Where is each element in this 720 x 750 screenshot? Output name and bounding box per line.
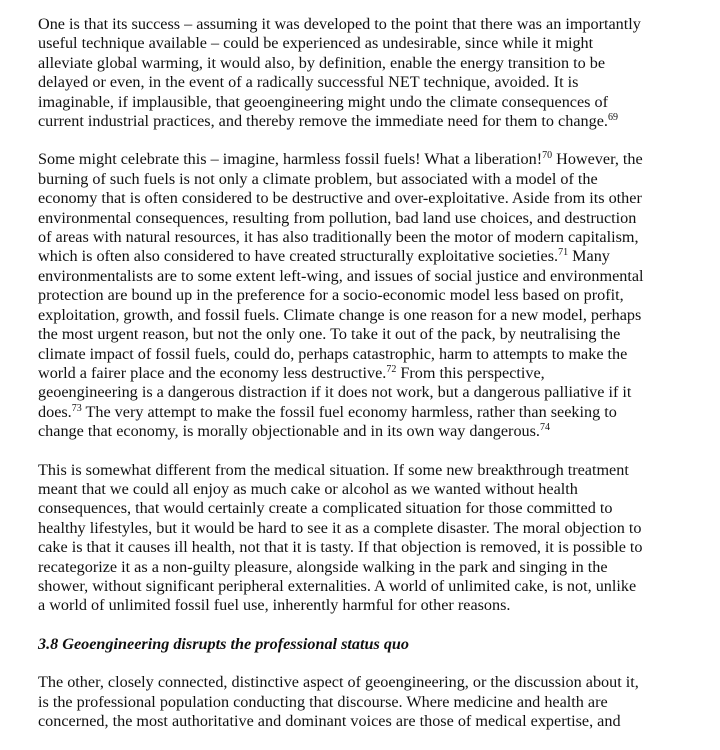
text-run: current industrial practices, and thereby remove the immediate need for them to change.: [38, 112, 608, 131]
text-line: [38, 189, 700, 208]
text-line: [38, 712, 700, 731]
text-run: alleviate global warming, it would also, by definition, enable the energy transition to be: [38, 53, 606, 72]
text-line: [38, 34, 700, 53]
text-line: [38, 93, 700, 112]
text-line: [38, 422, 700, 441]
text-line: [38, 383, 700, 402]
text-line: [38, 673, 700, 692]
text-run: However, the: [552, 150, 643, 169]
text-run: burning of such fuels is not only a climate problem, but associated with a model of the: [38, 169, 598, 188]
text-run: the most urgent reason, but not the only one. To take it out of the pack, by neutralising the: [38, 325, 621, 344]
text-run: geoengineering is a dangerous distraction if it does not work, but a dangerous palliative if it: [38, 383, 632, 402]
text-line: [38, 577, 700, 596]
text-run: meant that we could all enjoy as much cake or alcohol as we wanted without health: [38, 479, 578, 498]
footnote-marker[interactable]: 72: [386, 363, 397, 375]
text-line: [38, 286, 700, 305]
text-line: [38, 209, 700, 228]
text-line: [38, 325, 700, 344]
text-line: [38, 596, 700, 615]
paragraph-medical-comparison: [38, 461, 700, 616]
footnote-marker[interactable]: 71: [558, 247, 569, 259]
footnote-marker[interactable]: 69: [607, 112, 618, 124]
text-line: [38, 150, 700, 169]
text-run: recategorize it as a non-guilty pleasure, alongside walking in the park and singing in the: [38, 557, 608, 576]
text-line: [38, 364, 700, 383]
document-page: [38, 15, 700, 750]
text-run: change that economy, is morally objectionable and in its own way dangerous.: [38, 422, 540, 441]
text-line: [38, 112, 700, 131]
text-run: This is somewhat different from the medical situation. If some new breakthrough treatment: [38, 460, 629, 479]
paragraph-harmless-fossil-fuels: [38, 150, 700, 441]
text-run: The other, closely connected, distinctive aspect of geoengineering, or the discussion about it,: [38, 673, 639, 692]
text-line: [38, 267, 700, 286]
text-line: [38, 345, 700, 364]
text-run: Many: [568, 247, 610, 266]
text-line: [38, 499, 700, 518]
footnote-marker[interactable]: 73: [71, 402, 82, 414]
text-run: which is often also considered to have created structurally exploitative societies.: [38, 247, 559, 266]
text-run: of areas with natural resources, it has also traditionally been the motor of modern capitalism,: [38, 228, 639, 247]
text-line: [38, 15, 700, 34]
text-line: [38, 461, 700, 480]
text-run: protection are bound up in the preference for a socio-economic model less based on profit,: [38, 286, 624, 305]
text-line: [38, 480, 700, 499]
text-run: shower, without significant peripheral externalities. A world of unlimited cake, is not, unlike: [38, 576, 637, 595]
text-run: concerned, the most authoritative and dominant voices are those of medical expertise, and: [38, 712, 621, 730]
text-line: [38, 170, 700, 189]
text-run: healthy lifestyles, but it would be hard to see it as a complete disaster. The moral objection to: [38, 518, 642, 537]
text-line: [38, 538, 700, 557]
text-run: One is that its success – assuming it was developed to the point that there was an importantly: [38, 15, 641, 33]
paragraph-success-undesirable: [38, 15, 700, 131]
text-run: is the professional population conducting that discourse. Where medicine and health are: [38, 692, 608, 711]
section-heading: 3.8 Geoengineering disrupts the professional status quo: [38, 634, 410, 653]
text-run: consequences, that would certainly create a complicated situation for those committed to: [38, 499, 613, 518]
text-line: [38, 693, 700, 712]
text-run: cake is that it causes ill health, not that it is tasty. If that objection is removed, it is possible to: [38, 538, 643, 557]
text-run: economy that is often considered to be destructive and over-exploitative. Aside from its other: [38, 189, 642, 208]
text-run: From this perspective,: [396, 363, 545, 382]
text-line: [38, 306, 700, 325]
text-run: delayed or even, in the event of a radically successful NET technique, avoided. It is: [38, 73, 579, 92]
text-line: [38, 519, 700, 538]
text-line: [38, 247, 700, 266]
text-run: world a fairer place and the economy less destructive.: [38, 363, 387, 382]
text-run: useful technique available – could be experienced as undesirable, since while it might: [38, 34, 594, 53]
text-line: [38, 228, 700, 247]
text-run: environmental consequences, resulting from pollution, bad land use choices, and destruction: [38, 208, 637, 227]
text-run: imaginable, if implausible, that geoengineering might undo the climate consequences of: [38, 92, 608, 111]
text-line: [38, 558, 700, 577]
text-run: The very attempt to make the fossil fuel economy harmless, rather than seeking to: [81, 402, 617, 421]
text-run: a world of unlimited fossil fuel use, inherently harmful for other reasons.: [38, 596, 511, 615]
footnote-marker[interactable]: 74: [539, 422, 550, 434]
text-run: environmentalists are to some extent left-wing, and issues of social justice and environmental: [38, 266, 644, 285]
text-run: climate impact of fossil fuels, could do, perhaps catastrophic, harm to attempts to make the: [38, 344, 628, 363]
footnote-marker[interactable]: 70: [542, 150, 553, 162]
paragraph-professional-population: [38, 673, 700, 731]
text-run: does.: [38, 402, 72, 421]
text-run: exploitation, growth, and fossil fuels. Climate change is one reason for a new model, perhaps: [38, 305, 642, 324]
text-line: [38, 73, 700, 92]
text-line: [38, 54, 700, 73]
text-line: [38, 403, 700, 422]
text-run: Some might celebrate this – imagine, harmless fossil fuels! What a liberation!: [38, 150, 543, 169]
